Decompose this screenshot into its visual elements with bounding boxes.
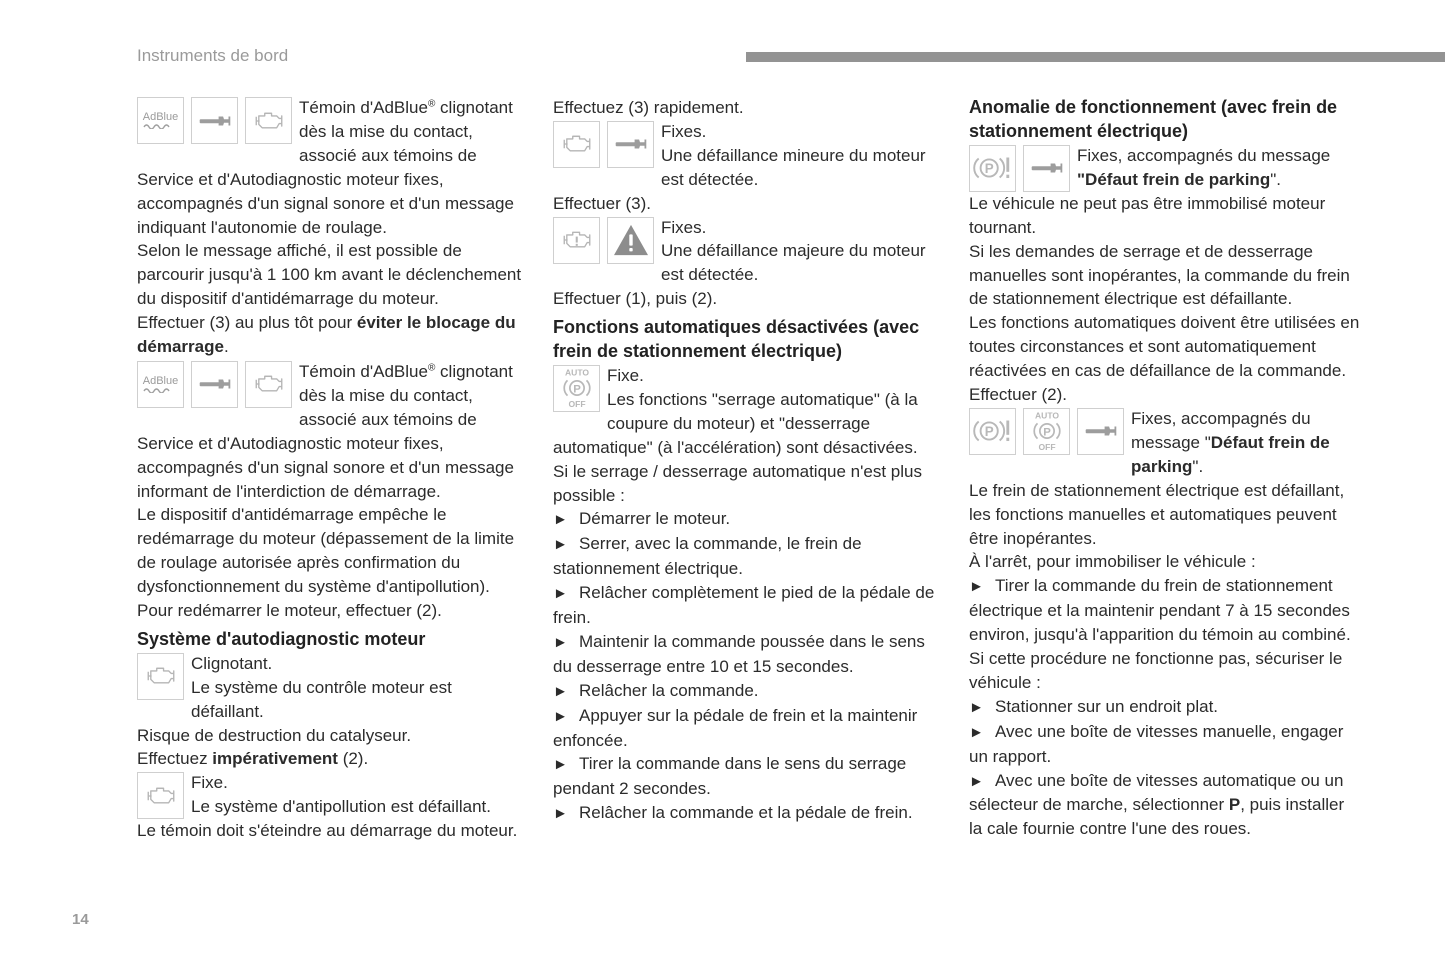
paragraph: Le frein de stationnement électrique est défaillant, les fonctions manuelles et automatiques peuvent être inopérantes. bbox=[969, 480, 1345, 548]
parking-fault-block-2: Fixes, accompagnés du message "Défaut frein de parking". bbox=[969, 407, 1361, 479]
service-wrench-icon bbox=[1077, 408, 1124, 455]
service-wrench-icon bbox=[191, 361, 238, 408]
engine-check-icon bbox=[245, 361, 292, 408]
service-wrench-icon bbox=[1023, 145, 1070, 192]
adblue-icon: AdBlue bbox=[137, 361, 184, 408]
paragraph: Selon le message affiché, il est possible de parcourir jusqu'à 1 100 km avant le déclenchement du dispositif d'antidémarrage du moteur. bbox=[137, 241, 522, 309]
header-bar bbox=[746, 52, 1445, 62]
page-header-title: Instruments de bord bbox=[137, 46, 289, 65]
adblue-warning-block-2: AdBlue Témoin d'AdBlue® clignotant dès la mise du contact, associé aux témoins de Service et d'Autodiagnostic moteur fixes, accompagnés d'un signal sonore et d'un message informant de l'interdiction de démarrage. bbox=[137, 361, 514, 501]
paragraph: Le témoin doit s'éteindre au démarrage du moteur. bbox=[137, 821, 518, 841]
bullet-arrow-icon: ► bbox=[553, 756, 568, 774]
page-number: 14 bbox=[72, 911, 89, 928]
bullet-arrow-icon: ► bbox=[969, 723, 984, 741]
step-item: ► Stationner sur un endroit plat. bbox=[969, 695, 1361, 720]
parking-brake-fault-icon bbox=[969, 408, 1016, 455]
paragraph: Le véhicule ne peut pas être immobilisé moteur tournant. bbox=[969, 193, 1326, 237]
step-item: ► Relâcher complètement le pied de la pédale de frein. bbox=[553, 583, 935, 628]
step-item: ► Serrer, avec la commande, le frein de stationnement électrique. bbox=[553, 534, 862, 579]
step-item: ► Relâcher la commande et la pédale de frein. bbox=[553, 801, 945, 826]
paragraph: Effectuez impérativement (2). bbox=[137, 749, 369, 769]
step-item: ► Tirer la commande dans le sens du serrage pendant 2 secondes. bbox=[553, 754, 907, 799]
engine-check-icon bbox=[553, 121, 600, 168]
step-item: ► Démarrer le moteur. bbox=[553, 507, 945, 532]
icon-group bbox=[969, 145, 1070, 192]
step-item: ► Tirer la commande du frein de stationnement électrique et la maintenir pendant 7 à 15 secondes environ, jusqu'à l'apparition du témoin au combiné. bbox=[969, 576, 1351, 645]
paragraph: Pour redémarrer le moteur, effectuer (2). bbox=[137, 601, 442, 621]
parking-fault-block: Fixes, accompagnés du message "Défaut frein de parking". bbox=[969, 144, 1361, 192]
minor-failure-block: Fixes. Une défaillance mineure du moteur est détectée. bbox=[553, 120, 945, 192]
bullet-arrow-icon: ► bbox=[553, 536, 568, 554]
icon-group bbox=[553, 121, 654, 168]
bullet-arrow-icon: ► bbox=[553, 633, 568, 651]
paragraph: Si les demandes de serrage et de desserrage manuelles sont inopérantes, la commande du frein de stationnement électrique est défaillante. bbox=[969, 241, 1350, 309]
major-failure-block: Fixes. Une défaillance majeure du moteur est détectée. bbox=[553, 216, 945, 288]
section-heading: Système d'autodiagnostic moteur bbox=[137, 628, 426, 649]
paragraph: À l'arrêt, pour immobiliser le véhicule : bbox=[969, 552, 1256, 572]
auto-functions-off-block: Fixe. Les fonctions "serrage automatique" (à la coupure du moteur) et "desserrage automatique" (à l'accélération) sont désactivées. bbox=[553, 365, 918, 457]
paragraph: Risque de destruction du catalyseur. bbox=[137, 725, 412, 745]
icon-group bbox=[137, 361, 292, 408]
engine-warning-icon bbox=[553, 217, 600, 264]
engine-check-icon bbox=[137, 653, 184, 700]
column-3 bbox=[969, 96, 1361, 841]
column-1 bbox=[137, 96, 529, 843]
step-item: ► Avec une boîte de vitesses automatique ou un sélecteur de marche, sélectionner P, puis installer la cale fournie contre l'une des roues. bbox=[969, 770, 1345, 839]
bullet-arrow-icon: ► bbox=[553, 511, 568, 529]
bullet-arrow-icon: ► bbox=[969, 772, 984, 790]
bullet-arrow-icon: ► bbox=[969, 698, 984, 716]
step-item: ► Avec une boîte de vitesses manuelle, engager un rapport. bbox=[969, 721, 1344, 766]
icon-group bbox=[137, 97, 292, 144]
auto-parking-off-icon bbox=[553, 365, 600, 412]
bullet-arrow-icon: ► bbox=[553, 682, 568, 700]
service-wrench-icon bbox=[607, 121, 654, 168]
step-item: ► Maintenir la commande poussée dans le sens du desserrage entre 10 et 15 secondes. bbox=[553, 631, 925, 676]
bullet-arrow-icon: ► bbox=[553, 805, 568, 823]
paragraph: Effectuez (3) rapidement. bbox=[553, 98, 744, 117]
adblue-warning-block-1: AdBlue Témoin d'AdBlue® clignotant dès la mise du contact, associé aux témoins de Service et d'Autodiagnostic moteur fixes, accompagnés d'un signal sonore et d'un message indiquant l'autonomie de roulage. bbox=[137, 98, 514, 237]
paragraph: Effectuer (1), puis (2). bbox=[553, 289, 718, 309]
paragraph: Le dispositif d'antidémarrage empêche le redémarrage du moteur (dépassement de la limite de roulage autorisée après confirmation du dysfonctionnement du système d'antipollution). bbox=[137, 505, 515, 597]
icon-group bbox=[553, 217, 654, 264]
step-item: ► Appuyer sur la pédale de frein et la maintenir enfoncée. bbox=[553, 705, 918, 750]
paragraph: Effectuer (3). bbox=[553, 193, 651, 213]
warning-triangle-icon bbox=[607, 217, 654, 264]
adblue-icon: AdBlue bbox=[137, 97, 184, 144]
step-list bbox=[553, 507, 945, 826]
auto-parking-off-icon bbox=[1023, 408, 1070, 455]
column-2 bbox=[553, 96, 945, 826]
parking-brake-fault-icon bbox=[969, 145, 1016, 192]
paragraph: Effectuer (2). bbox=[969, 385, 1067, 405]
paragraph: Les fonctions automatiques doivent être utilisées en toutes circonstances et sont automatiquement réactivées en cas de défaillance de la commande. bbox=[969, 313, 1360, 381]
section-heading: Fonctions automatiques désactivées (avec frein de stationnement électrique) bbox=[553, 317, 920, 362]
paragraph: Effectuer (3) au plus tôt pour éviter le blocage du démarrage. bbox=[137, 313, 516, 357]
icon-group bbox=[137, 772, 184, 819]
engine-check-icon bbox=[137, 772, 184, 819]
paragraph: Si cette procédure ne fonctionne pas, sécuriser le véhicule : bbox=[969, 649, 1343, 692]
icon-group bbox=[137, 653, 184, 700]
bullet-arrow-icon: ► bbox=[969, 578, 984, 596]
step-item: ► Relâcher la commande. bbox=[553, 679, 945, 704]
bullet-arrow-icon: ► bbox=[553, 585, 568, 603]
engine-blinking-block: Clignotant. Le système du contrôle moteur est défaillant. bbox=[137, 652, 529, 724]
section-heading: Anomalie de fonctionnement (avec frein de stationnement électrique) bbox=[969, 97, 1338, 141]
paragraph: Si le serrage / desserrage automatique n'est plus possible : bbox=[553, 461, 922, 505]
service-wrench-icon bbox=[191, 97, 238, 144]
icon-group bbox=[553, 365, 600, 412]
icon-group bbox=[969, 408, 1124, 455]
engine-fixed-block: Fixe. Le système d'antipollution est défaillant. bbox=[137, 771, 529, 819]
bullet-arrow-icon: ► bbox=[553, 707, 568, 725]
engine-check-icon bbox=[245, 97, 292, 144]
